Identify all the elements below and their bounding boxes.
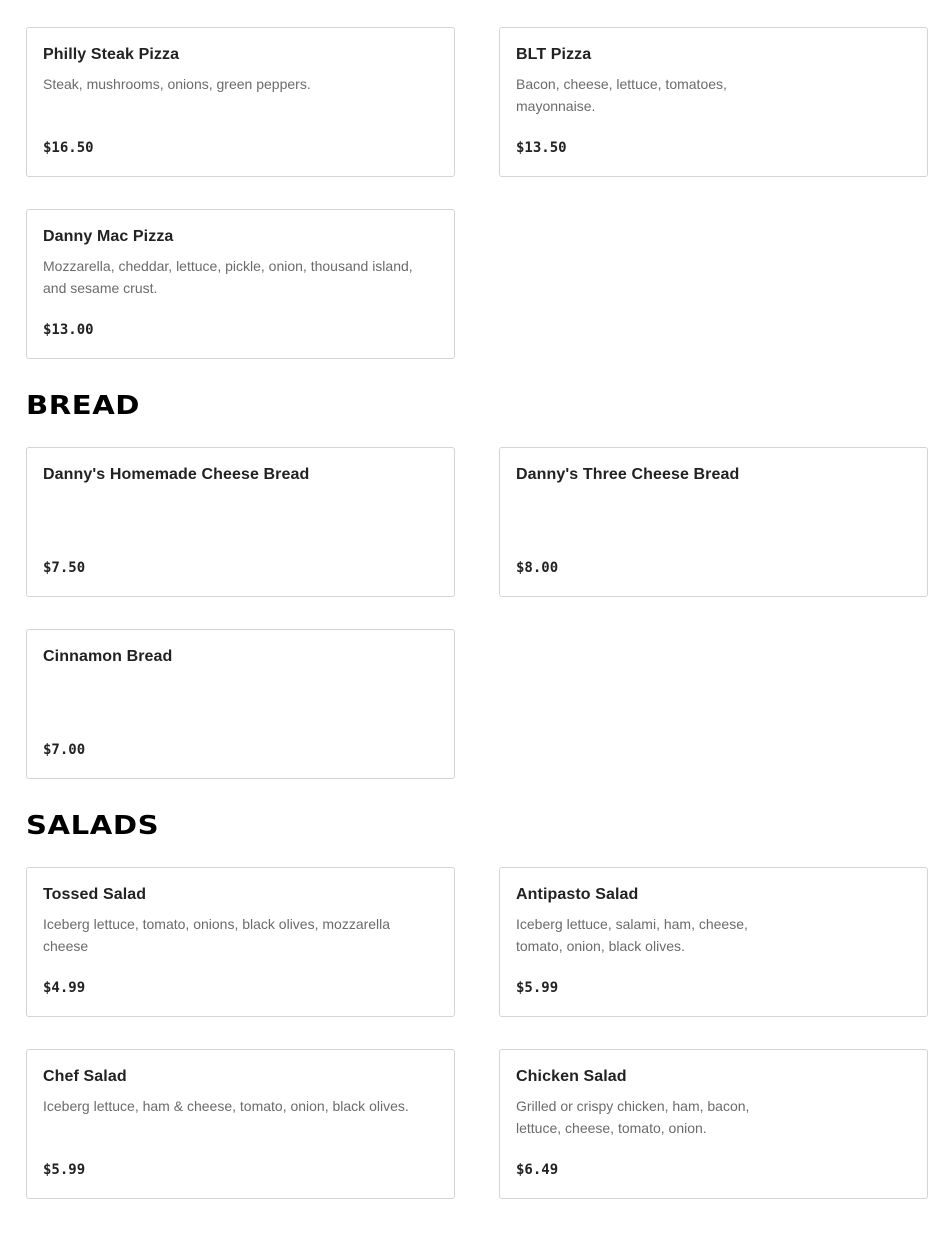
menu-item-price: $16.50 — [43, 140, 94, 156]
section-title-bread: BREAD — [26, 391, 141, 421]
menu-item-name: Danny Mac Pizza — [43, 228, 174, 245]
menu-item-price: $7.50 — [43, 560, 86, 576]
menu-item-name: Chicken Salad — [516, 1068, 627, 1085]
menu-item-description: Bacon, cheese, lettuce, tomatoes, mayonnaise. — [516, 76, 727, 114]
menu-item-card[interactable] — [26, 27, 455, 177]
menu-item-card[interactable] — [26, 1049, 455, 1199]
section-title-salads: SALADS — [26, 811, 160, 841]
menu-item-card[interactable] — [499, 447, 928, 597]
menu-item-card[interactable] — [499, 27, 928, 177]
menu-item-price: $4.99 — [43, 980, 86, 996]
menu-item-description: Steak, mushrooms, onions, green peppers. — [43, 76, 311, 92]
menu-item-price: $13.50 — [516, 140, 567, 156]
menu-item-card[interactable] — [26, 447, 455, 597]
menu-item-price: $8.00 — [516, 560, 559, 576]
menu-item-price: $6.49 — [516, 1162, 559, 1178]
menu-item-card[interactable] — [26, 209, 455, 359]
menu-item-price: $5.99 — [43, 1162, 86, 1178]
menu-item-description: Mozzarella, cheddar, lettuce, pickle, onion, thousand island, and sesame crust. — [43, 258, 413, 296]
menu-item-name: Danny's Three Cheese Bread — [516, 466, 740, 483]
menu-item-name: Danny's Homemade Cheese Bread — [43, 466, 310, 483]
menu-item-name: Philly Steak Pizza — [43, 46, 180, 63]
menu-item-name: BLT Pizza — [516, 46, 592, 63]
menu-item-name: Antipasto Salad — [516, 886, 639, 903]
menu-item-card[interactable] — [26, 867, 455, 1017]
menu-item-description: Iceberg lettuce, ham & cheese, tomato, onion, black olives. — [43, 1098, 409, 1114]
menu-item-description: Iceberg lettuce, salami, ham, cheese, tomato, onion, black olives. — [516, 916, 748, 954]
menu-item-description: Grilled or crispy chicken, ham, bacon, lettuce, cheese, tomato, onion. — [516, 1098, 750, 1136]
menu-item-card[interactable] — [499, 867, 928, 1017]
menu-item-name: Chef Salad — [43, 1068, 127, 1085]
menu-item-price: $5.99 — [516, 980, 559, 996]
menu-item-name: Cinnamon Bread — [43, 648, 173, 665]
menu-item-card[interactable] — [499, 1049, 928, 1199]
menu-item-price: $7.00 — [43, 742, 86, 758]
menu-item-card[interactable] — [26, 629, 455, 779]
menu-item-price: $13.00 — [43, 322, 94, 338]
menu-item-description: Iceberg lettuce, tomato, onions, black olives, mozzarella cheese — [43, 916, 391, 954]
menu-item-name: Tossed Salad — [43, 886, 147, 903]
